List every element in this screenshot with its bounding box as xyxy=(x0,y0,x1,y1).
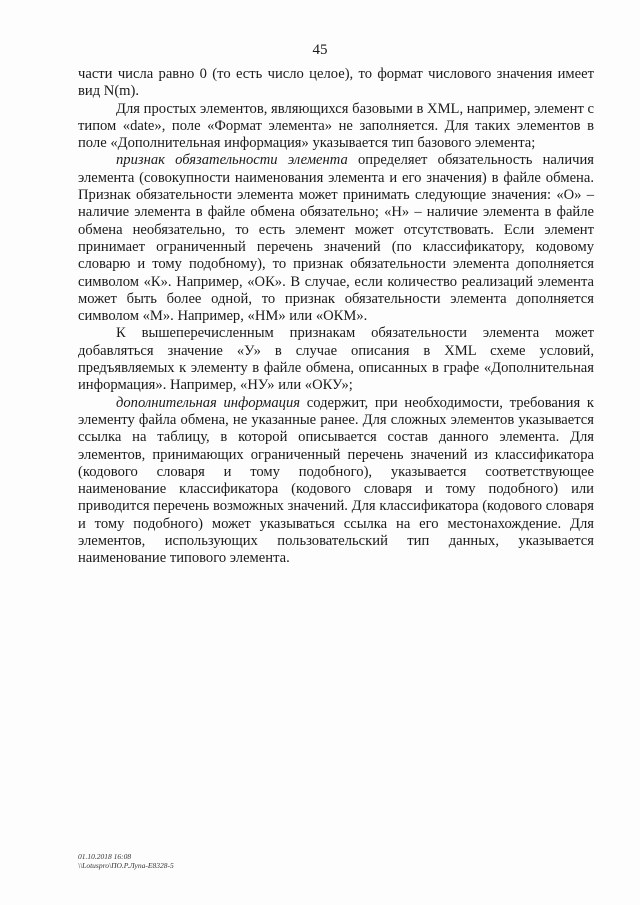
footer-file-path: \\Lotuspro\ПО.Р.Лупа-E8328-5 xyxy=(78,861,174,870)
body-text xyxy=(78,66,594,568)
paragraph-text: К вышеперечисленным признакам обязательности элемента может добавляться значение «У» в случае описания в XML схеме условий, предъявляемых к элементу в файле обмена, описанных в графе «Дополнительная информация». Например, «НУ» или «ОКУ»; xyxy=(78,325,594,394)
footer-stamp xyxy=(78,852,174,870)
paragraph xyxy=(78,325,594,394)
paragraph xyxy=(78,66,594,101)
footer-timestamp: 01.10.2018 16:08 xyxy=(78,852,132,861)
paragraph xyxy=(78,152,594,325)
paragraph xyxy=(78,101,594,153)
page-number: 45 xyxy=(312,42,328,58)
paragraph-text: Для простых элементов, являющихся базовыми в XML, например, элемент с типом «date», поле «Формат элемента» не заполняется. Для таких элементов в поле «Дополнительная информация» указывается тип базового элемента; xyxy=(78,100,594,152)
paragraph-text: содержит, при необходимости, требования к элементу файла обмена, не указанные ранее. Для сложных элементов указывается ссылка на таблицу, в которой описывается состав данного элемента. Для элементов, принимающих ограниченный перечень значений из классификатора (кодового словаря и тому подобного), указывается соответствующее наименование классификатора (кодового словаря и тому подобного) или приводится перечень возможных значений. Для классификатора (кодового словаря и тому подобного) может указываться ссылка на его местонахождение. Для элементов, использующих пользовательский тип данных, указывается наименование типового элемента. xyxy=(78,394,594,567)
paragraph-text: части числа равно 0 (то есть число целое), то формат числового значения имеет вид N(m). xyxy=(78,66,594,100)
term-italic: дополнительная информация xyxy=(116,394,301,411)
paragraph xyxy=(78,395,594,568)
term-italic: признак обязательности элемента xyxy=(116,152,348,169)
paragraph-text: определяет обязательность наличия элемента (совокупности наименования элемента и его значения) в файле обмена. Признак обязательности элемента может принимать следующие значения: «О» – наличие элемента в файле обмена обязательно; «Н» – наличие элемента в файле обмена необязательно, то есть элемент может отсутствовать. Если элемент принимает ограниченный перечень значений (по классификатору, кодовому словарю и тому подобному), то признак обязательности элемента дополняется символом «К». Например, «ОК». В случае, если количество реализаций элемента может быть более одной, то признак обязательности элемента дополняется символом «М». Например, «НМ» или «ОКМ». xyxy=(78,152,594,325)
